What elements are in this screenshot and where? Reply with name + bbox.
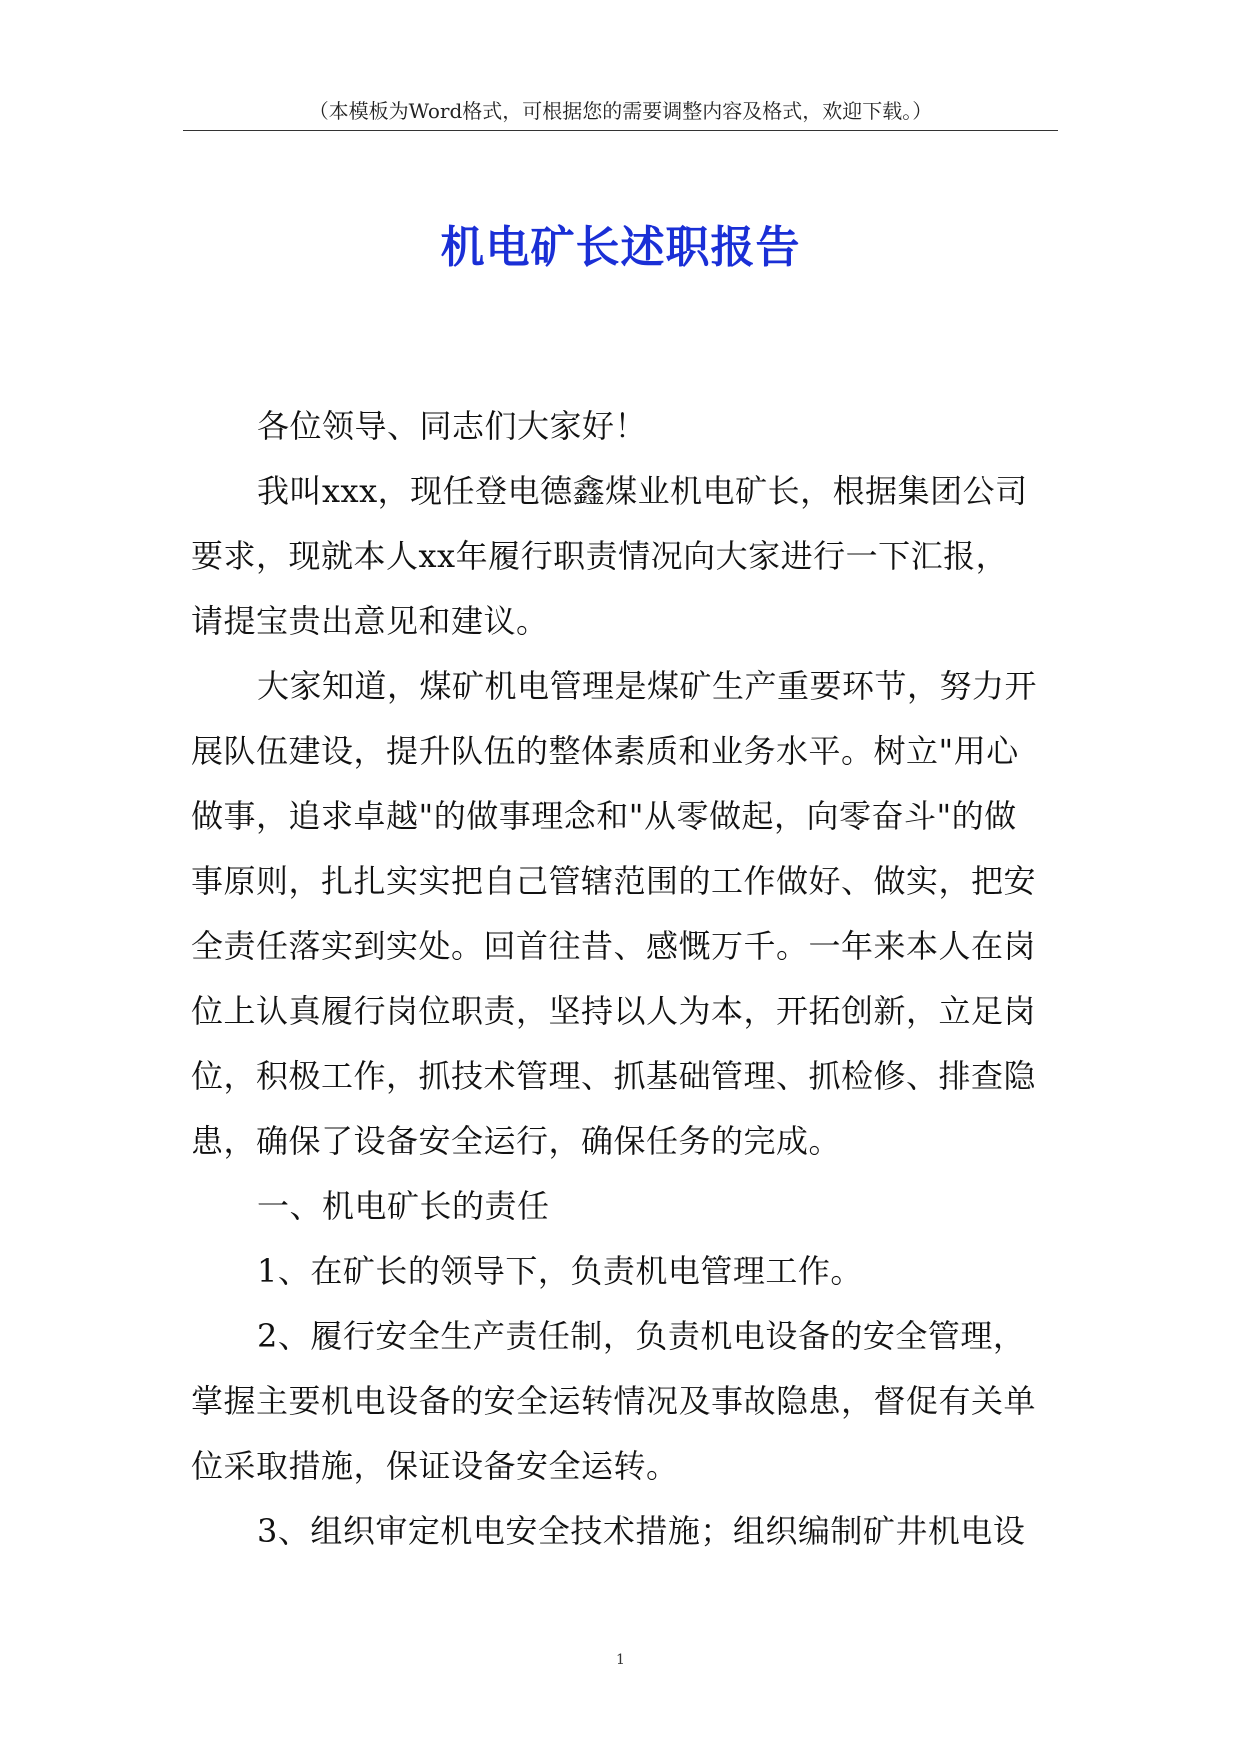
paragraph-line: 1、在矿长的领导下，负责机电管理工作。: [257, 1252, 863, 1290]
paragraph-line: 要求，现就本人xx年履行职责情况向大家进行一下汇报，: [191, 537, 1009, 575]
paragraph-line: 患，确保了设备安全运行，确保任务的完成。: [191, 1122, 842, 1160]
list-item-2: [191, 1304, 1053, 1499]
paragraph-line: 我叫xxx，现任登电德鑫煤业机电矿长，根据集团公司: [257, 472, 1028, 510]
paragraph-overview: [191, 654, 1053, 1174]
paragraph-line: 事原则，扎扎实实把自己管辖范围的工作做好、做实，把安: [191, 862, 1037, 900]
section-heading: [191, 1174, 1053, 1239]
paragraph-introduction: [191, 459, 1053, 654]
paragraph-line: 位上认真履行岗位职责，坚持以人为本，开拓创新，立足岗: [191, 992, 1037, 1030]
paragraph-line: 做事，追求卓越"的做事理念和"从零做起，向零奋斗"的做: [191, 797, 1017, 835]
paragraph-line: 位，积极工作，抓技术管理、抓基础管理、抓检修、排查隐: [191, 1057, 1037, 1095]
paragraph-line: 掌握主要机电设备的安全运转情况及事故隐患，督促有关单: [191, 1382, 1037, 1420]
paragraph-greeting: [191, 394, 1053, 459]
paragraph-line: 请提宝贵出意见和建议。: [191, 602, 549, 640]
paragraph-line: 2、履行安全生产责任制，负责机电设备的安全管理，: [257, 1317, 1026, 1355]
paragraph-line: 3、组织审定机电安全技术措施；组织编制矿井机电设: [257, 1512, 1026, 1550]
document-title: 机电矿长述职报告: [440, 222, 801, 273]
paragraph-line: 位采取措施，保证设备安全运转。: [191, 1447, 679, 1485]
paragraph-line: 全责任落实到实处。回首往昔、感慨万千。一年来本人在岗: [191, 927, 1037, 965]
paragraph-line: 展队伍建设，提升队伍的整体素质和业务水平。树立"用心: [191, 732, 1019, 770]
list-item-1: [191, 1239, 1053, 1304]
page-number: 1: [616, 1652, 625, 1668]
paragraph-line: 各位领导、同志们大家好！: [257, 407, 648, 445]
list-item-3: [191, 1499, 1053, 1564]
header-rule: [183, 130, 1058, 131]
header-note: （本模板为Word格式，可根据您的需要调整内容及格式，欢迎下载。）: [308, 99, 933, 123]
document-body: [191, 394, 1053, 1564]
paragraph-line: 一、机电矿长的责任: [257, 1187, 550, 1225]
paragraph-line: 大家知道，煤矿机电管理是煤矿生产重要环节，努力开: [257, 667, 1038, 705]
